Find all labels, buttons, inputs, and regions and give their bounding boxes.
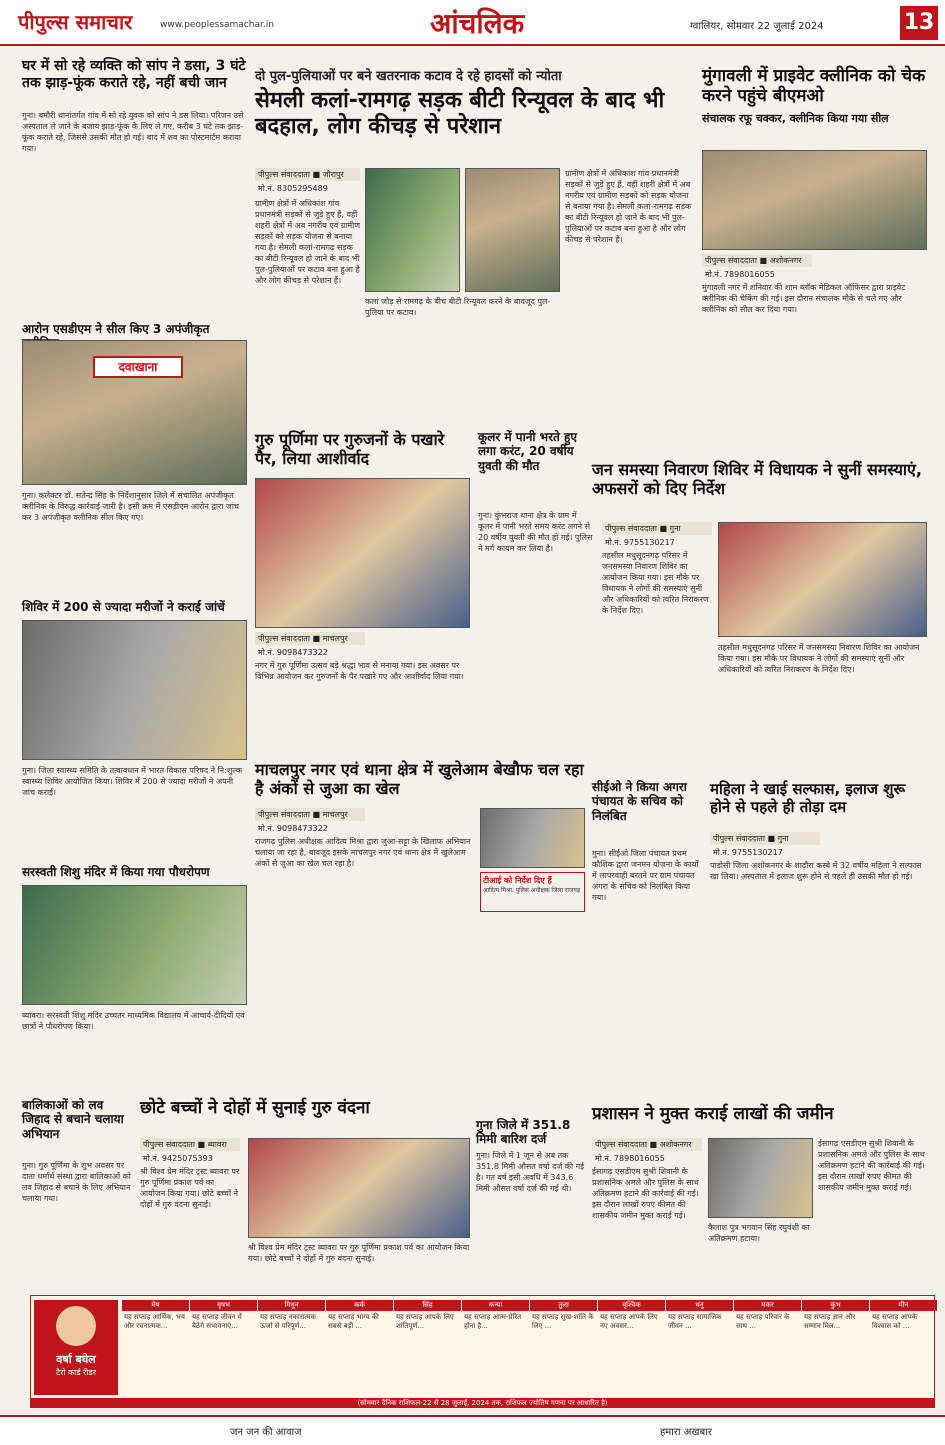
rashi-text: यह सप्ताह जीवन में बैठेंगे संभावनाएं... xyxy=(192,1313,242,1330)
photo-land xyxy=(708,1138,813,1218)
story-clinic xyxy=(702,66,927,126)
astrologer-card xyxy=(34,1300,118,1395)
mobile: मो.नं. 7898016055 xyxy=(595,1154,665,1163)
byline: पीपुल्स संवाददाता ■ जौरापुर xyxy=(255,168,360,181)
footer-tagline-right: हमारा अखबार xyxy=(660,1427,712,1438)
rashi-text: यह सप्ताह आर्थिक, भय और रचनात्मक... xyxy=(124,1313,185,1330)
story-jan xyxy=(592,460,927,498)
rashi-name: सिंह xyxy=(394,1300,461,1311)
headline: घर में सो रहे व्यक्ति को सांप ने डसा, 3 घंटे तक झाड़-फूंक कराते रहे, नहीं बची जान xyxy=(22,58,246,91)
astrologer-title: टैरो कार्ड रीडर xyxy=(56,1368,96,1377)
astrologer-name: वर्षा बघेल xyxy=(56,1353,96,1366)
dateline: ग्वालियर, सोमवार 22 जुलाई 2024 xyxy=(690,21,824,32)
footer-tagline-left: जन जन की आवाज xyxy=(230,1427,302,1438)
story-body: गुना। सीईओ जिला पंचायत प्रथम कौशिक द्वारा जनमन योजना के कार्यों में लापरवाही बरतने पर ग्राम पंचायत अगरा के सचिव को निलंबित किया गया। xyxy=(592,849,699,902)
rashi-text: यह सप्ताह आत्म-प्रेरित होना है... xyxy=(464,1313,522,1330)
story-body-cont: श्री विश्व प्रेम मंदिर ट्रस्ट ब्यावरा पर गुरु पूर्णिमा प्रकाश पर्व का आयोजन किया गया। छोटे बच्चों ने दोहों में गुरु वंदना सुनाई। xyxy=(248,1243,470,1263)
story-body: श्री विश्व प्रेम मंदिर ट्रस्ट ब्यावरा पर गुरु पूर्णिमा प्रकाश पर्व का आयोजन किया गया। छोटे बच्चों ने दोहों में गुरु वंदना सुनाई। xyxy=(140,1167,240,1209)
photo-caption: कैलाश पुत्र भगवान सिंह रघुवंशी का अतिक्रमण हटाया। xyxy=(708,1223,810,1243)
headline: बालिकाओं को लव जिहाद से बचाने चलाया अभियान xyxy=(22,1098,124,1141)
rashi-card xyxy=(530,1300,597,1395)
rashi-name: मीन xyxy=(870,1300,937,1311)
story-gurupurnima xyxy=(255,430,455,468)
rashi-text: यह सप्ताह आपके विश्वास को ... xyxy=(872,1313,918,1330)
story-body: मुंगावली नगर में शनिवार की शाम ब्लॉक मेडिकल ऑफिसर द्वारा प्राइवेट क्लीनिक की चेकिंग की गई। इस दौरान संचालक मौके से चले गए और क्लीनिक को सील कर दिया गया। xyxy=(702,283,906,314)
rashi-name: कन्या xyxy=(462,1300,529,1311)
story-body: ग्रामीण क्षेत्रों में अधिकांश गांव प्रधानमंत्री सड़कों से जुड़े हुए हैं, वहीं शहरी क्षेत्रों में अब नगरीय एवं ग्रामीण सड़कों को सड़क योजना से बनाया गया है। सेमली कलां-रामगढ़ सड़क का बीटी रिन्यूवल हो जाने के बाद भी पुल-पुलियाओं पर कटाव बना हुआ है और लोग कीचड़ से परेशान हैं। xyxy=(255,199,360,285)
astrologer-avatar xyxy=(56,1306,96,1346)
rashi-name: मिथुन xyxy=(258,1300,325,1311)
photo-kids xyxy=(248,1138,470,1238)
story-body: गुना। कलेक्टर डॉ. सतेन्द्र सिंह के निर्देशानुसार जिले में संचालित अपंजीकृत क्लीनिक के विरुद्ध कार्रवाई जारी है। इसी क्रम में एसडीएम आरोन द्वारा जांच कर 3 अपंजीकृत क्लीनिक सील किए गए। xyxy=(22,491,240,522)
rashi-card xyxy=(462,1300,529,1395)
rashi-text: यह सप्ताह सामाजिक जीवन ... xyxy=(668,1313,722,1330)
story-body: राजगढ़ पुलिस अधीक्षक आदित्य मिश्रा द्वारा जुआ-सट्टा के खिलाफ अभियान चलाया जा रहा है, बावजूद इसके माचलपुर नगर एवं थाना क्षेत्र में खुलेआम अंकों से जुआ का खेल चल रहा है। xyxy=(255,837,471,868)
photo-gurupurnima xyxy=(255,478,470,628)
story-body-cont: ईसागढ़ एसडीएम सुश्री शिवानी के प्रशासनिक अमले और पुलिस के साथ अतिक्रमण हटाने की कार्रवाई की गई। इस दौरान लाखों रुपए कीमत की शासकीय जमीन मुक्त कराई गई। xyxy=(818,1139,925,1192)
headline: जन समस्या निवारण शिविर में विधायक ने सुनीं समस्याएं, अफसरों को दिए निर्देश xyxy=(592,460,922,499)
story-body: गुना। कुंभराज थाना क्षेत्र के ग्राम में कूलर में पानी भरते समय करंट लगने से 20 वर्षीय युवती की मौत हो गई। पुलिस ने मर्ग कायम कर लिया है। xyxy=(478,511,593,553)
story-road xyxy=(255,66,695,141)
website-url: www.peoplessamachar.in xyxy=(160,20,274,30)
rashi-text: यह सप्ताह नकारात्मक ऊर्जा से परिपूर्ण... xyxy=(260,1313,316,1330)
headline: मुंगावली में प्राइवेट क्लीनिक को चेक करने पहुंचे बीएमओ xyxy=(702,66,926,107)
mobile: मो.नं. 8305295489 xyxy=(258,184,328,193)
rashi-name: कर्क xyxy=(326,1300,393,1311)
mobile: मो.नं. 9425075393 xyxy=(143,1154,213,1163)
rashi-text: यह सप्ताह आपके लिए नए अवसर... xyxy=(600,1313,658,1330)
headline: सेमली कलां-रामगढ़ सड़क बीटी रिन्यूवल के बाद भी बदहाल, लोग कीचड़ से परेशान xyxy=(255,88,665,140)
mobile: मो.नं. 9755130217 xyxy=(713,848,783,857)
photo-gamble xyxy=(480,808,585,868)
footer xyxy=(0,1415,945,1445)
story-kids xyxy=(140,1098,470,1118)
rashi-card xyxy=(258,1300,325,1395)
story-cooler xyxy=(478,430,593,473)
story-gamble xyxy=(255,760,585,798)
story-lovejihad xyxy=(22,1098,132,1141)
headline: सरस्वती शिशु मंदिर में किया गया पौधरोपण xyxy=(22,865,210,879)
photo-clinic xyxy=(702,150,927,250)
mobile: मो.नं. 9755130217 xyxy=(605,538,675,547)
mobile: मो.नं. 9098473322 xyxy=(258,824,328,833)
rashi-text: यह सप्ताह परिवार के साथ ... xyxy=(736,1313,790,1330)
story-body-cont: तहसील मधुसूदनगढ़ परिसर में जनसमस्या निवारण शिविर का आयोजन किया गया। इस मौके पर विधायक ने लोगों की समस्याएं सुनीं और अधिकारियों को त्वरित निराकरण के निर्देश दिए। xyxy=(718,643,920,674)
headline: कूलर में पानी भरते हुए लगा करंट, 20 वर्षीय युवती की मौत xyxy=(478,430,578,473)
rashifal-note: (सोमवार दैनिक राशिफल-22 से 28 जुलाई, 2024 तक, राशिफल ज्योतिष गणना पर आधारित है) xyxy=(30,1398,935,1408)
rashi-name: वृषभ xyxy=(190,1300,257,1311)
photo-road-1 xyxy=(365,168,460,292)
headline: आरोन एसडीएम ने सील किए 3 अपंजीकृत xyxy=(22,322,210,336)
story-body: नगर में गुरु पूर्णिमा उत्सव बड़े श्रद्धा भाव से मनाया गया। इस अवसर पर विभिन्न आयोजन कर गुरुजनों के पैर पखारे गए और आशीर्वाद लिया गया। xyxy=(255,661,464,681)
story-poison xyxy=(710,780,927,816)
byline: पीपुल्स संवाददाता ■ अशोकनगर xyxy=(592,1138,702,1151)
story-rain xyxy=(476,1118,586,1147)
story-body: गुना। जिला स्वास्थ्य समिति के तत्वावधान में भारत विकास परिषद ने नि:शुल्क स्वास्थ्य शिविर आयोजित किया। शिविर में 200 से ज्यादा मरीजों ने अपनी जांच कराई। xyxy=(22,766,243,797)
headline: गुना जिले में 351.8 मिमी बारिश दर्ज xyxy=(476,1118,571,1147)
headline: महिला ने खाई सल्फास, इलाज शुरू होने से पहले ही तोड़ा दम xyxy=(710,780,906,816)
rashi-text: यह सप्ताह सुख-शांति के लिए ... xyxy=(532,1313,594,1330)
rashi-card xyxy=(394,1300,461,1395)
rashi-card xyxy=(666,1300,733,1395)
byline: पीपुल्स संवाददाता ■ ब्यावरा xyxy=(140,1138,240,1151)
story-body: तहसील मधुसूदनगढ़ परिसर में जनसमस्या निवारण शिविर का आयोजन किया गया। इस मौके पर विधायक ने लोगों की समस्याएं सुनीं और अधिकारियों को त्वरित निराकरण के निर्देश दिए। xyxy=(602,551,709,615)
story-body-cont: ग्रामीण क्षेत्रों में अधिकांश गांव प्रधानमंत्री सड़कों से जुड़े हुए हैं, वहीं शहरी क्षेत्रों में अब नगरीय एवं ग्रामीण सड़कों को सड़क योजना से बनाया गया है। सेमली कलां-रामगढ़ सड़क का बीटी रिन्यूवल हो जाने के बाद भी पुल-पुलियाओं पर कटाव बना हुआ है और लोग कीचड़ से परेशान हैं। xyxy=(565,169,692,244)
story-ceo xyxy=(592,780,704,823)
kicker: दो पुल-पुलियाओं पर बने खतरनाक कटाव दे रहे हादसों को न्योता xyxy=(255,69,562,84)
photo-clinic-aron xyxy=(22,340,247,485)
headline: शिविर में 200 से ज्यादा मरीजों ने कराई जांचें xyxy=(22,600,225,614)
headline: प्रशासन ने मुक्त कराई लाखों की जमीन xyxy=(592,1104,834,1124)
byline: पीपुल्स संवाददाता ■ गुना xyxy=(710,832,820,845)
quote-by: आदित्य मिश्रा, पुलिस अधीक्षक जिला राजगढ़ xyxy=(483,887,581,894)
byline: पीपुल्स संवाददाता ■ अशोकनगर xyxy=(702,254,812,267)
byline: पीपुल्स संवाददाता ■ गुना xyxy=(602,522,712,535)
photo-plantation xyxy=(22,885,247,1005)
quote: टीआई को निर्देश दिए हैं xyxy=(483,876,552,885)
photo-jan xyxy=(718,522,927,637)
story-snake xyxy=(22,58,247,92)
story-body: गुना। गुरु पूर्णिमा के शुभ अवसर पर दाता धर्मार्थ संस्था द्वारा बालिकाओं को लव जिहाद से बचाने के लिए अभियान चलाया गया। xyxy=(22,1161,131,1203)
story-body: गुना। बमौरी थानांतर्गत गांव में सो रहे युवक को सांप ने डस लिया। परिजन उसे अस्पताल ले जाने के बजाय झाड़-फूंक के लिए ले गए, करीब 3 घंटे तक झाड़-फूंक कराते रहे, जिससे उसकी मौत हो गई। बाद में शव का पोस्टमार्टम कराया गया। xyxy=(22,111,244,153)
byline: पीपुल्स संवाददाता ■ माचलपुर xyxy=(255,632,365,645)
quote-box xyxy=(480,872,585,912)
rashi-text: यह सप्ताह आपके लिए शांतिपूर्ण... xyxy=(396,1313,454,1330)
rashi-name: वृश्चिक xyxy=(598,1300,665,1311)
rashi-name: मकर xyxy=(734,1300,801,1311)
section-title: आंचलिक xyxy=(430,7,525,40)
rashi-card xyxy=(190,1300,257,1395)
rashi-card xyxy=(870,1300,937,1395)
mobile: मो.नं. 9098473322 xyxy=(258,648,328,657)
page-number: 13 xyxy=(900,6,938,40)
story-body: ईसागढ़ एसडीएम सुश्री शिवानी के प्रशासनिक अमले और पुलिस के साथ अतिक्रमण हटाने की कार्रवाई की गई। इस दौरान लाखों रुपए कीमत की शासकीय जमीन मुक्त कराई गई। xyxy=(592,1167,699,1220)
story-tree xyxy=(22,865,247,879)
headline: छोटे बच्चों ने दोहों में सुनाई गुरु वंदना xyxy=(140,1098,370,1118)
rashi-card xyxy=(326,1300,393,1395)
byline: पीपुल्स संवाददाता ■ माचलपुर xyxy=(255,808,365,821)
brand-logo: पीपुल्स समाचार xyxy=(18,10,133,34)
subhead: संचालक रफू चक्कर, क्लीनिक किया गया सील xyxy=(702,111,889,125)
rashi-card xyxy=(734,1300,801,1395)
rashi-card xyxy=(802,1300,869,1395)
story-camp200 xyxy=(22,600,247,614)
rashi-name: तुला xyxy=(530,1300,597,1311)
rashi-name: मेष xyxy=(122,1300,189,1311)
story-body: पाडोसी जिला अशोकनगर के शाढ़ौरा कस्बे में 32 वर्षीय महिला ने सल्फास खा लिया। अस्पताल में इलाज शुरू होने से पहले ही उसकी मौत हो गई। xyxy=(710,861,922,881)
headline: सीईओ ने किया अगरा पंचायत के सचिव को निलंबित xyxy=(592,780,687,823)
photo-caption: कलां जोड़ से रामगढ़ के बीच बीटी रिन्यूवल करने के बावजूद पुल-पुलिया पर कटाव। xyxy=(365,297,551,317)
rashi-name: कुंभ xyxy=(802,1300,869,1311)
rashi-card xyxy=(122,1300,189,1395)
story-body: गुना। जिले में 1 जून से अब तक 351.8 मिमी औसत वर्षा दर्ज की गई है। गत वर्ष इसी अवधि में 343.6 मिमी औसत वर्षा दर्ज की गई थी। xyxy=(476,1151,584,1193)
rashi-text: यह सप्ताह ज्ञान और सम्मान मिल... xyxy=(804,1313,856,1330)
headline: गुरु पूर्णिमा पर गुरुजनों के पखारे पैर, लिया आशीर्वाद xyxy=(255,430,445,469)
photo-health-camp xyxy=(22,620,247,760)
mobile: मो.नं. 7898016055 xyxy=(705,270,775,279)
story-body: ब्यावरा। सरस्वती शिशु मंदिर उच्चतर माध्यमिक विद्यालय में आचार्य-दीदियों एवं छात्रों ने पौधरोपण किया। xyxy=(22,1011,245,1031)
rashi-text: यह सप्ताह भाग्य की सबसे बड़ी ... xyxy=(328,1313,379,1330)
clinic-sign: दवाखाना xyxy=(93,356,183,378)
rashi-card xyxy=(598,1300,665,1395)
rashi-name: धनु xyxy=(666,1300,733,1311)
photo-road-2 xyxy=(465,168,560,292)
story-land xyxy=(592,1104,927,1124)
headline: माचलपुर नगर एवं थाना क्षेत्र में खुलेआम बेखौफ चल रहा है अंकों से जुआ का खेल xyxy=(255,760,584,799)
